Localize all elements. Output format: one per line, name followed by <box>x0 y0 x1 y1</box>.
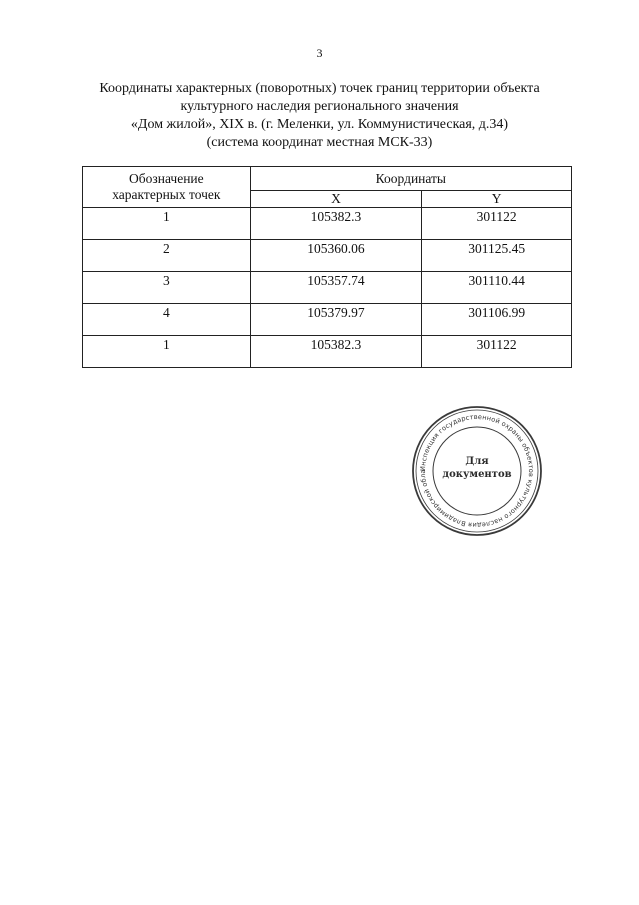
header-coordinates: Координаты <box>250 167 571 191</box>
point-cell: 1 <box>83 336 251 368</box>
header-y: Y <box>422 191 572 208</box>
header-point-cell <box>83 167 251 208</box>
point-cell: 1 <box>83 208 251 240</box>
x-cell: 105360.06 <box>250 240 422 272</box>
point-cell: 3 <box>83 272 251 304</box>
official-stamp <box>410 404 544 538</box>
stamp-center-line-1: Для <box>465 456 489 467</box>
y-cell: 301122 <box>422 336 572 368</box>
x-cell: 105379.97 <box>250 304 422 336</box>
table-row <box>83 272 572 304</box>
stamp-center-line-2: документов <box>442 469 512 480</box>
y-cell: 301125.45 <box>422 240 572 272</box>
x-cell: 105357.74 <box>250 272 422 304</box>
title-line-2: культурного наследия регионального значения <box>180 99 459 114</box>
stamp-ring-text: Инспекция государственной охраны объектов культурного наследия Владимирской обла <box>418 412 536 530</box>
header-point-line-2: характерных точек <box>112 187 221 202</box>
page-number: 3 <box>316 46 323 60</box>
header-x: X <box>250 191 422 208</box>
stamp-center-text <box>410 455 544 481</box>
table-row <box>83 304 572 336</box>
y-cell: 301110.44 <box>422 272 572 304</box>
document-title <box>60 80 579 152</box>
x-cell: 105382.3 <box>250 336 422 368</box>
y-cell: 301122 <box>422 208 572 240</box>
table-row <box>83 208 572 240</box>
point-cell: 4 <box>83 304 251 336</box>
y-cell: 301106.99 <box>422 304 572 336</box>
title-line-1: Координаты характерных (поворотных) точек границ территории объекта <box>99 81 540 96</box>
coordinates-table <box>82 166 572 368</box>
x-cell: 105382.3 <box>250 208 422 240</box>
point-cell: 2 <box>83 240 251 272</box>
header-point-line-1: Обозначение <box>129 171 204 186</box>
table-row <box>83 336 572 368</box>
table-row <box>83 240 572 272</box>
title-line-3: «Дом жилой», XIX в. (г. Меленки, ул. Коммунистическая, д.34) <box>130 117 509 132</box>
title-line-4: (система координат местная МСК-33) <box>206 135 433 150</box>
